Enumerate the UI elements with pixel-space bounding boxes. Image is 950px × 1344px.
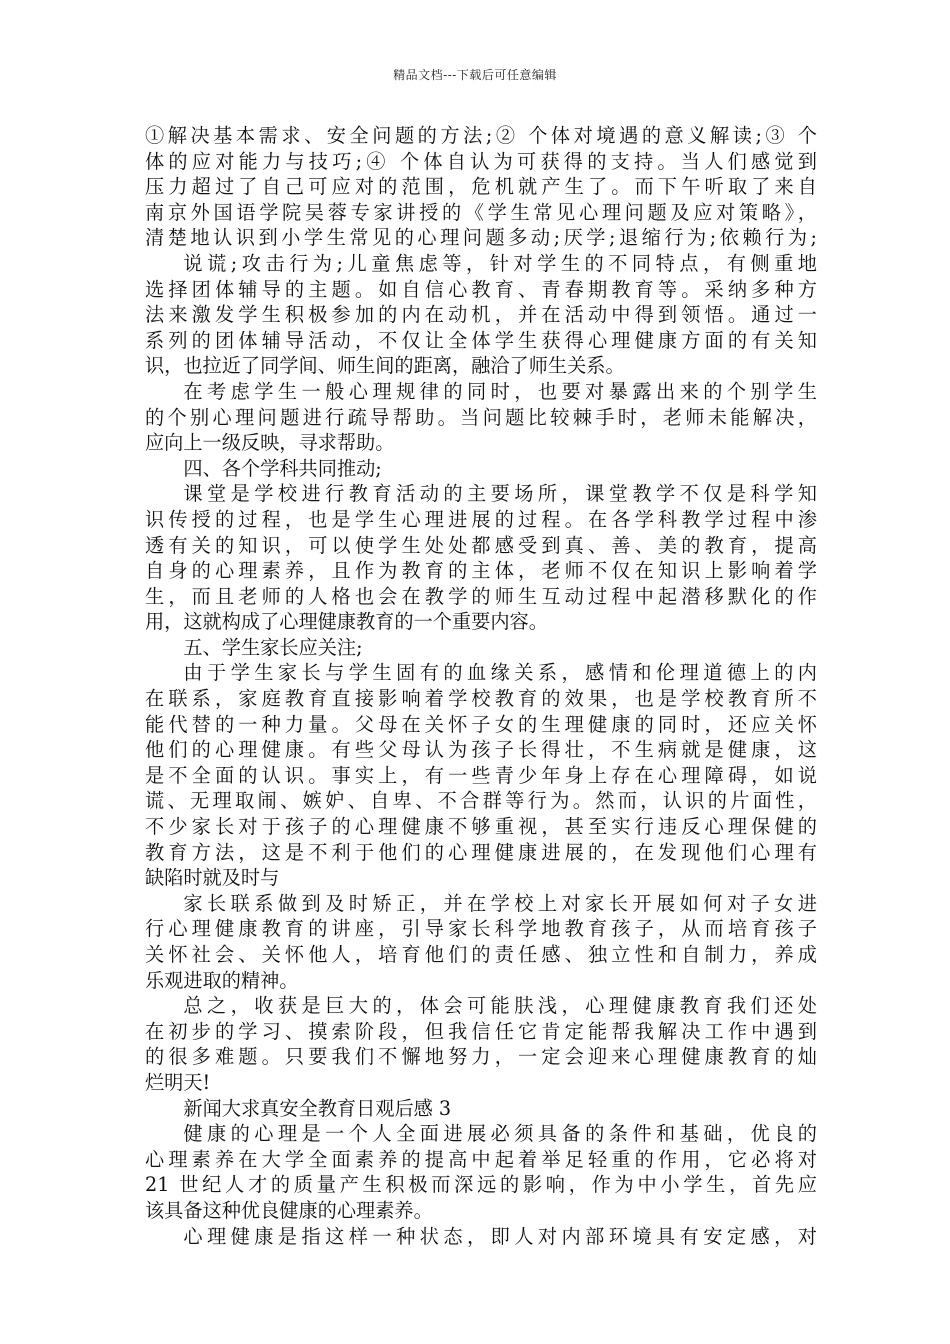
text-line: 21 世纪人才的质量产生积极而深远的影响，作为中小学生，首先应	[145, 1173, 817, 1197]
text-line: 不少家长对于孩子的心理健康不够重视，甚至实行违反心理保健的	[145, 815, 817, 839]
text-line: 识，也拉近了同学间、师生间的距离，融洽了师生关系。	[145, 354, 625, 378]
text-line: 谎、无理取闹、嫉妒、自卑、不合群等行为。然而，认识的片面性，	[145, 789, 817, 813]
text-line: 心理素养在大学全面素养的提高中起着举足轻重的作用，它必将对	[145, 1147, 817, 1171]
text-line: 教育方法，这是不利于他们的心理健康进展的，在发现他们心理有	[145, 840, 817, 864]
text-line: 能代替的一种力量。父母在关怀子女的生理健康的同时，还应关怀	[145, 712, 817, 736]
text-line: 清楚地认识到小学生常见的心理问题多动;厌学;退缩行为;依赖行为;	[145, 226, 817, 250]
text-line: 南京外国语学院吴蓉专家讲授的《学生常见心理问题及应对策略》，	[145, 200, 817, 224]
text-line: 的很多难题。只要我们不懈地努力，一定会迎来心理健康教育的灿	[145, 1045, 817, 1069]
text-line: 家长联系做到及时矫正，并在学校上对家长开展如何对子女进	[183, 891, 817, 915]
text-line: 行心理健康教育的讲座，引导家长科学地教育孩子，从而培育孩子	[145, 917, 817, 941]
text-line: 是不全面的认识。事实上，有一些青少年身上存在心理障碍，如说	[145, 763, 817, 787]
text-line: 总之，收获是巨大的，体会可能肤浅，心理健康教育我们还处	[183, 994, 817, 1018]
text-line: 选择团体辅导的主题。如自信心教育、青春期教育等。采纳多种方	[145, 277, 817, 301]
text-line: 心理健康是指这样一种状态，即人对内部环境具有安定感，对	[183, 1224, 817, 1248]
text-line: 烂明天!	[145, 1070, 211, 1094]
text-line: 他们的心理健康。有些父母认为孩子长得壮，不生病就是健康，这	[145, 738, 817, 762]
text-line: 识传授的过程，也是学生心理进展的过程。在各学科教学过程中渗	[145, 507, 817, 531]
text-line: 自身的心理素养，且作为教育的主体，老师不仅在知识上影响着学	[145, 559, 817, 583]
page-header: 精品文档---下载后可任意编辑	[393, 68, 557, 82]
text-line: 法来激发学生积极参加的内在动机，并在活动中得到领悟。通过一	[145, 303, 817, 327]
text-line: 系列的团体辅导活动，不仅让全体学生获得心理健康方面的有关知	[145, 328, 817, 352]
text-line: 由于学生家长与学生固有的血缘关系，感情和伦理道德上的内	[183, 661, 817, 685]
text-line: 关怀社会、关怀他人，培育他们的责任感、独立性和自制力，养成	[145, 943, 817, 966]
text-line: 缺陷时就及时与	[145, 866, 280, 890]
document-body	[145, 123, 817, 1249]
text-line: 四、各个学科共同推动;	[183, 456, 382, 480]
text-line: 应向上一级反映，寻求帮助。	[145, 431, 395, 455]
text-line: 在联系，家庭教育直接影响着学校教育的效果，也是学校教育所不	[145, 687, 817, 711]
text-line: 新闻大求真安全教育日观后感 3	[183, 1096, 452, 1120]
text-line: 生，而且老师的人格也会在教学的师生互动过程中起潜移默化的作	[145, 584, 817, 608]
text-line: ①解决基本需求、安全问题的方法;② 个体对境遇的意义解读;③ 个	[145, 124, 817, 147]
text-line: 透有关的知识，可以使学生处处都感受到真、善、美的教育，提高	[145, 533, 817, 557]
text-line: 五、学生家长应关注;	[183, 635, 363, 659]
text-line: 体的应对能力与技巧;④ 个体自认为可获得的支持。当人们感觉到	[145, 149, 817, 173]
text-line: 说谎;攻击行为;儿童焦虑等，针对学生的不同特点，有侧重地	[183, 251, 817, 275]
text-line: 乐观进取的精神。	[145, 968, 299, 992]
text-line: 在考虑学生一般心理规律的同时，也要对暴露出来的个别学生	[183, 379, 817, 403]
text-line: 健康的心理是一个人全面进展必须具备的条件和基础，优良的	[183, 1122, 817, 1146]
text-line: 压力超过了自己可应对的范围，危机就产生了。而下午听取了来自	[145, 175, 817, 199]
text-line: 用，这就构成了心理健康教育的一个重要内容。	[145, 610, 548, 634]
text-line: 的个别心理问题进行疏导帮助。当问题比较棘手时，老师未能解决，	[145, 405, 817, 429]
text-line: 课堂是学校进行教育活动的主要场所，课堂教学不仅是科学知	[183, 482, 817, 506]
text-line: 该具备这种优良健康的心理素养。	[145, 1198, 433, 1222]
text-line: 在初步的学习、摸索阶段，但我信任它肯定能帮我解决工作中遇到	[145, 1019, 817, 1043]
